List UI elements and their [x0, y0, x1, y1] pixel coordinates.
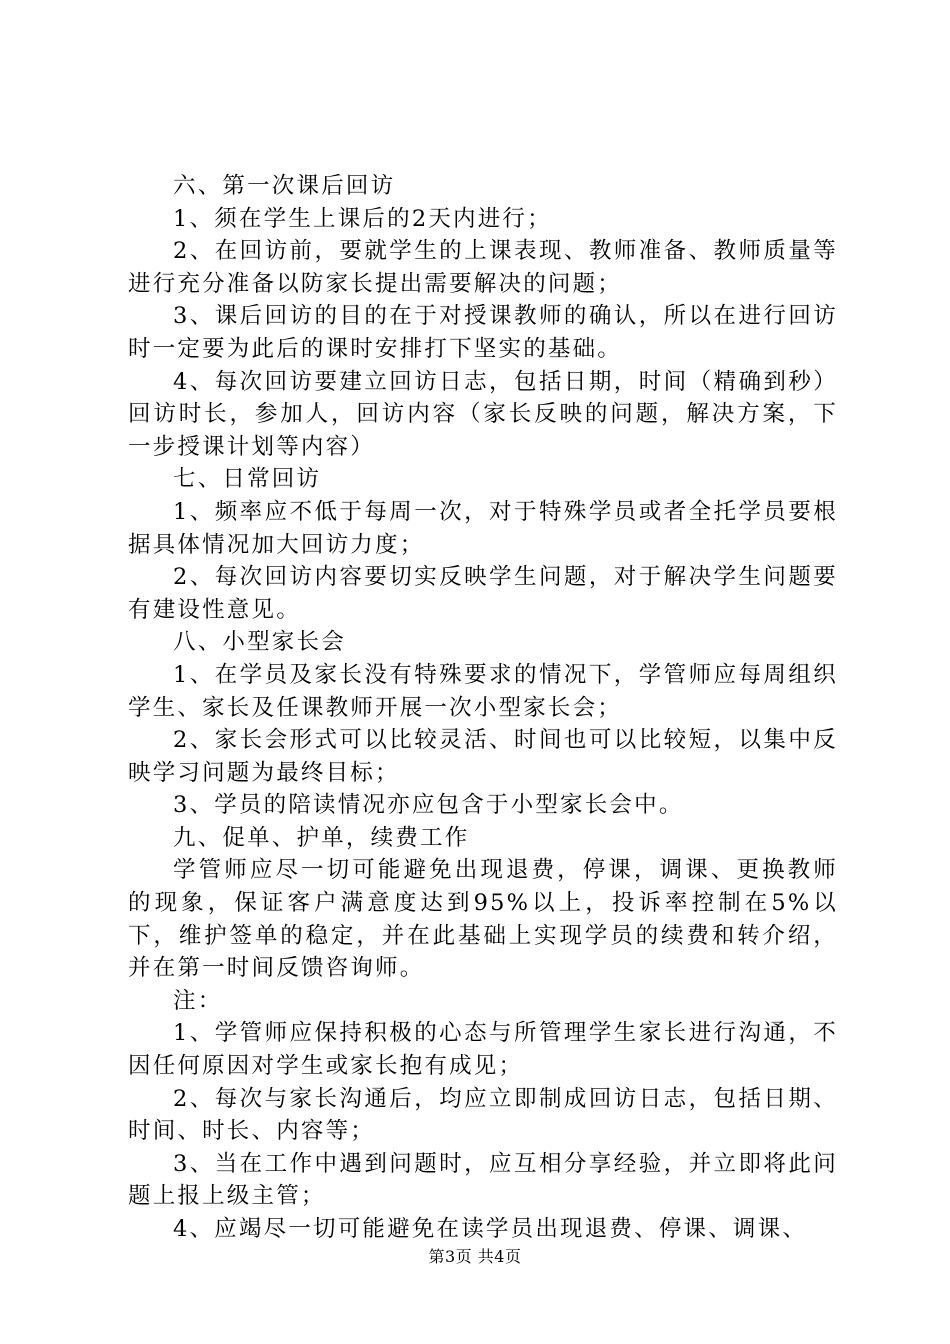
paragraph: 1、学管师应保持积极的心态与所管理学生家长进行沟通，不因任何原因对学生或家长抱有成见； — [128, 1020, 838, 1080]
paragraph: 1、频率应不低于每周一次，对于特殊学员或者全托学员要根据具体情况加大回访力度； — [128, 498, 838, 558]
section-heading: 七、日常回访 — [173, 466, 322, 493]
paragraph: 学管师应尽一切可能避免出现退费，停课，调课、更换教师的现象，保证客户满意度达到95%以上，投诉率控制在5%以下，维护签单的稳定，并在此基础上实现学员的续费和转介绍，并在第一时间反馈咨询师。 — [128, 857, 838, 982]
paragraph: 2、家长会形式可以比较灵活、时间也可以比较短，以集中反映学习问题为最终目标； — [128, 727, 838, 786]
paragraph: 3、学员的陪读情况亦应包含于小型家长会中。 — [173, 792, 684, 819]
page-number: 第3页 共4页 — [428, 1247, 522, 1266]
section-heading: 六、第一次课后回访 — [173, 173, 396, 199]
section-heading: 九、促单、护单，续费工作 — [173, 824, 470, 851]
section-heading: 八、小型家长会 — [173, 629, 346, 656]
paragraph: 1、须在学生上课后的2天内进行； — [173, 205, 552, 232]
paragraph: 3、当在工作中遇到问题时，应互相分享经验，并立即将此问题上报上级主管； — [128, 1150, 838, 1210]
document-body — [128, 170, 838, 1246]
paragraph: 1、在学员及家长没有特殊要求的情况下，学管师应每周组织学生、家长及任课教师开展一次小型家长会； — [128, 661, 838, 721]
paragraph: 2、在回访前，要就学生的上课表现、教师准备、教师质量等进行充分准备以防家长提出需要解决的问题； — [128, 238, 838, 297]
paragraph: 4、每次回访要建立回访日志，包括日期，时间（精确到秒）回访时长，参加人，回访内容（家长反映的问题，解决方案，下一步授课计划等内容） — [128, 368, 838, 460]
paragraph: 3、课后回访的目的在于对授课教师的确认，所以在进行回访时一定要为此后的课时安排打下坚实的基础。 — [128, 303, 838, 362]
paragraph: 2、每次与家长沟通后，均应立即制成回访日志，包括日期、时间、时长、内容等； — [128, 1085, 838, 1145]
paragraph: 4、应竭尽一切可能避免在读学员出现退费、停课、调课、 — [173, 1216, 808, 1242]
paragraph: 2、每次回访内容要切实反映学生问题，对于解决学生问题要有建设性意见。 — [128, 564, 838, 623]
note-heading: 注： — [173, 987, 223, 1014]
